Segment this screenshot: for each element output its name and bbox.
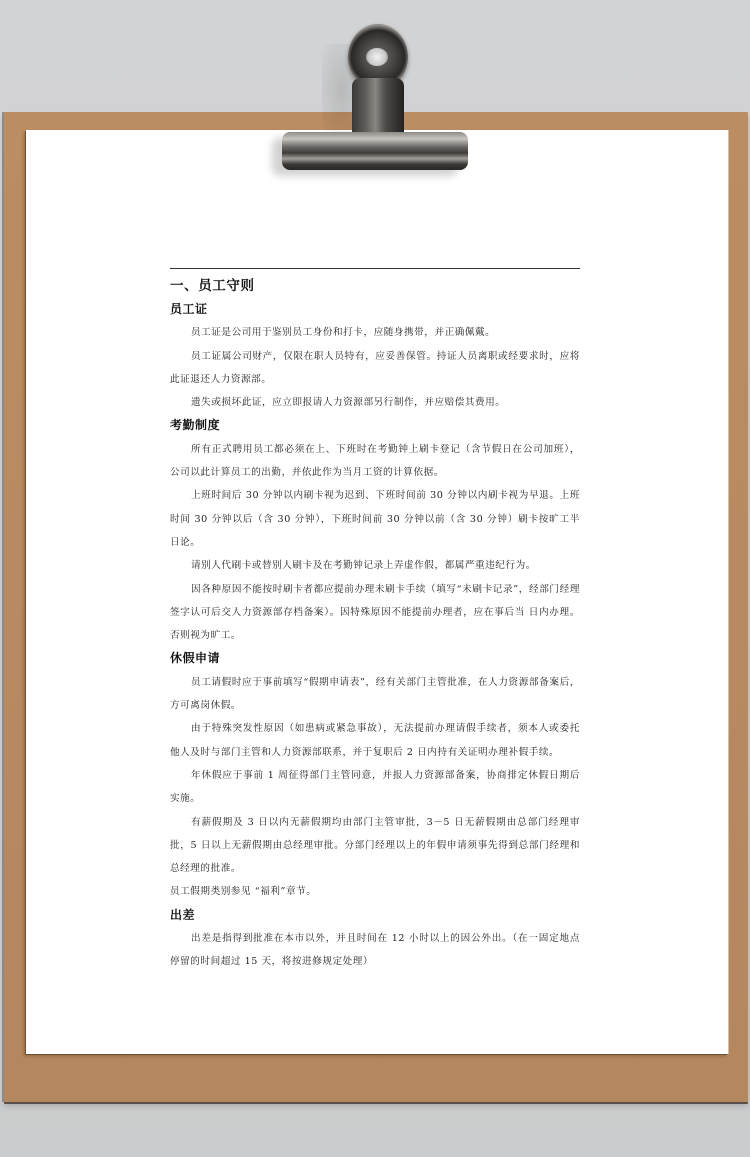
section-leave-request <box>170 647 580 903</box>
paragraph: 请别人代刷卡或替别人刷卡及在考勤钟记录上弄虚作假，都属严重违纪行为。 <box>191 560 536 572</box>
paragraph: 遗失或损坏此证，应立即报请人力资源部另行制作，并应赔偿其费用。 <box>191 397 506 409</box>
paragraph: 员工证是公司用于鉴别员工身份和打卡，应随身携带，并正确佩戴。 <box>191 327 496 339</box>
paragraph: 因各种原因不能按时刷卡者都应提前办理未刷卡手续（填写“未刷卡记录”，经部门经理签字认可后交人力资源部存档备案）。因特殊原因不能提前办理者，应在事后当 日内办理。否则视为旷工。 <box>170 583 580 642</box>
paragraph: 出差是指得到批准在本市以外，并且时间在 12 小时以上的因公外出。（在一固定地点停留的时间超过 15 天，将按进修规定处理） <box>170 933 580 968</box>
section-business-trip <box>170 904 580 974</box>
section-heading: 出差 <box>170 907 196 922</box>
document-title: 一、员工守则 <box>170 278 255 294</box>
section-heading: 员工证 <box>170 302 208 316</box>
paragraph: 所有正式聘用员工都必须在上、下班时在考勤钟上刷卡登记（含节假日在公司加班），公司以此计算员工的出勤，并依此作为当月工资的计算依据。 <box>170 443 580 479</box>
clip-hole <box>366 48 388 66</box>
title-rule <box>170 268 580 269</box>
paragraph: 有薪假期及 3 日以内无薪假期均由部门主管审批，3－5 日无薪假期由总部门经理审批，5 日以上无薪假期由总经理审批。分部门经理以上的年假申请须事先得到总部门经理和总经理的批准。 <box>170 816 580 875</box>
paragraph: 上班时间后 30 分钟以内刷卡视为迟到、下班时间前 30 分钟以内刷卡视为早退。上班时间 30 分钟以后（含 30 分钟），下班时间前 30 分钟以前（含 30 分钟）刷卡按旷工半日论。 <box>170 490 580 548</box>
section-employee-card <box>170 298 580 414</box>
paragraph: 员工请假时应于事前填写“假期申请表”，经有关部门主管批准，在人力资源部备案后，方可离岗休假。 <box>170 676 580 712</box>
paragraph: 员工证属公司财产，仅限在职人员特有，应妥善保管。持证人员离职或经要求时，应将此证退还人力资源部。 <box>170 350 580 385</box>
section-heading: 考勤制度 <box>170 418 221 433</box>
paragraph: 年休假应于事前 1 周征得部门主管同意，并报人力资源部备案，协商排定休假日期后实施。 <box>170 769 580 805</box>
document-content <box>170 268 580 974</box>
clip-base <box>282 132 468 170</box>
section-heading: 休假申请 <box>170 651 221 666</box>
paragraph-note: 员工假期类别参见 “福利”章节。 <box>170 886 317 898</box>
binder-clip <box>282 24 468 172</box>
paragraph: 由于特殊突发性原因（如患病或紧急事故），无法提前办理请假手续者，须本人或委托他人及时与部门主管和人力资源部联系，并于复职后 2 日内持有关证明办理补假手续。 <box>170 723 580 758</box>
section-attendance <box>170 414 580 647</box>
